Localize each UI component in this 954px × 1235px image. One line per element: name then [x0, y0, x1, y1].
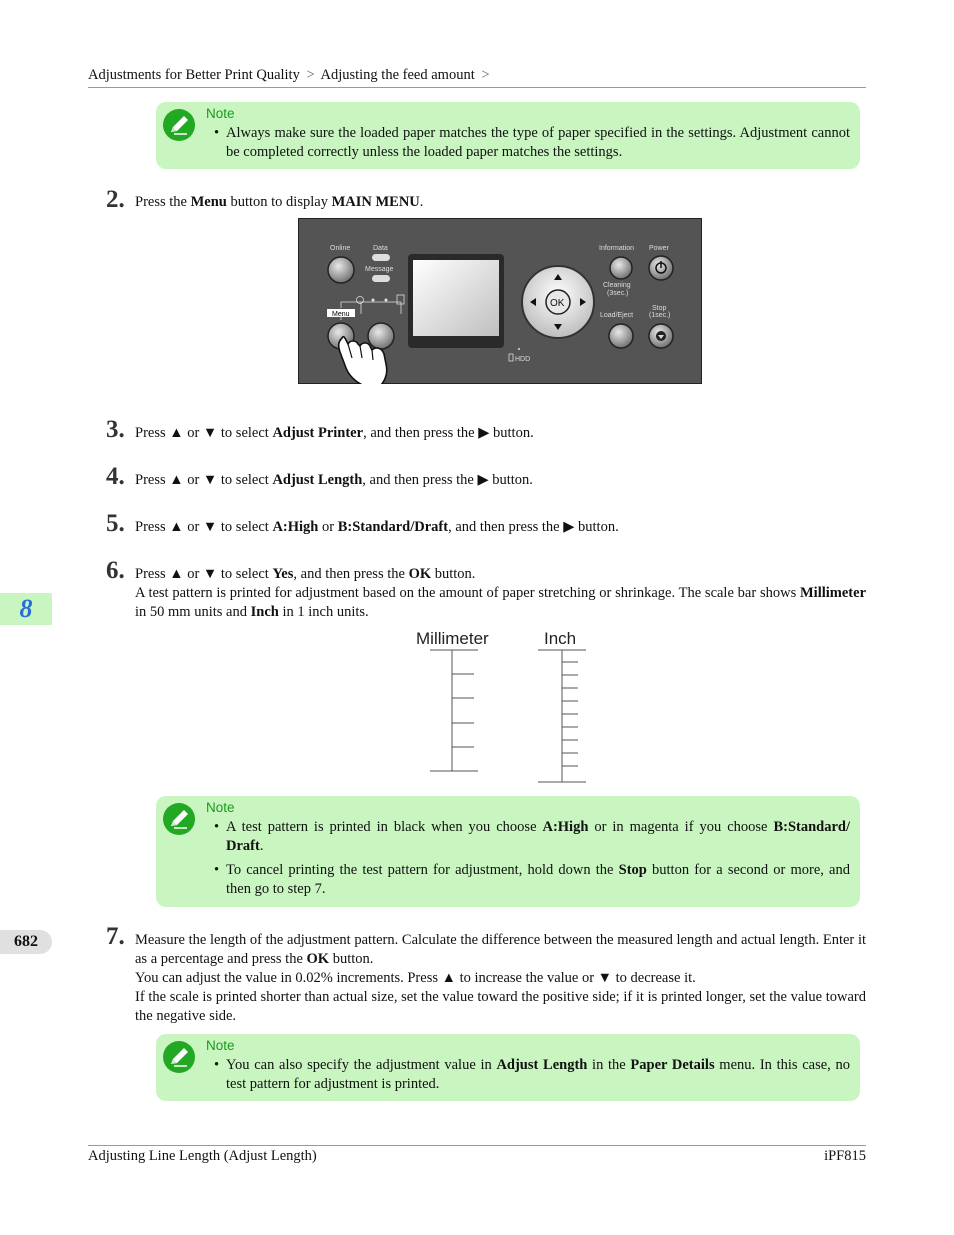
note-box-1: [156, 102, 860, 169]
menu-label: Menu: [332, 311, 350, 318]
stop-label: Stop: [652, 305, 667, 312]
online-label: Online: [330, 245, 351, 252]
information-label: Information: [599, 245, 635, 252]
pencil-note-icon: [162, 108, 196, 142]
millimeter-label: Millimeter: [416, 629, 489, 648]
stop-sub-label: (1sec.): [649, 312, 671, 319]
step-5-text: Press ▲ or ▼ to select A:High or B:Standard/Draft, and then press the ▶ button.: [135, 519, 619, 535]
pencil-note-icon: [162, 1040, 196, 1074]
page-header: [88, 67, 866, 88]
note-box-2: [156, 796, 860, 907]
note-label: Note: [206, 106, 235, 121]
note-label: Note: [206, 1038, 235, 1053]
page-footer: [88, 1145, 866, 1165]
step-number: 4.: [106, 463, 125, 490]
cleaning-sub-label: (3sec.): [607, 290, 629, 297]
breadcrumb-1: Adjustments for Better Print Quality: [88, 67, 300, 83]
note-box-3: [156, 1034, 860, 1101]
step-7-text: Measure the length of the adjustment pattern. Calculate the difference between the measured length and actual length. Enter it as a percentage and press the OK button. You can adjust the value in 0.02% increments. Press ▲ to increase the value or ▼ to decrease it. If the scale is printed shorter than actual size, set the value toward the positive side; if it is printed longer, set the value toward the negative side.: [135, 932, 866, 1024]
online-button: [328, 257, 354, 283]
step-6-text: Press ▲ or ▼ to select Yes, and then press the OK button. A test pattern is printed for adjustment based on the amount of paper stretching or shrinkage. The scale bar shows Millimeter in 50 mm units and Inch in 1 inch units.: [135, 566, 866, 620]
step-number: 3.: [106, 416, 125, 443]
scale-bar-illustration: [410, 626, 600, 786]
step-4-text: Press ▲ or ▼ to select Adjust Length, and then press the ▶ button.: [135, 472, 533, 488]
cleaning-label: Cleaning: [603, 282, 631, 289]
footer-model: iPF815: [824, 1148, 866, 1164]
page-number: 682: [0, 930, 52, 954]
right-arrow-icon: ▶: [478, 425, 490, 441]
step-number: 5.: [106, 510, 125, 537]
pencil-note-icon: [162, 802, 196, 836]
note-item: • A test pattern is printed in black when you choose A:High or in magenta if you choose B:Standard/ Draft.: [214, 818, 850, 856]
breadcrumb-2: Adjusting the feed amount: [320, 67, 475, 83]
information-button: [610, 257, 632, 279]
data-label: Data: [373, 245, 388, 252]
load-eject-button: [609, 324, 633, 348]
step-2-text: Press the Menu button to display MAIN MENU.: [135, 194, 424, 210]
ok-label: OK: [550, 298, 565, 309]
load-eject-label: Load/Eject: [600, 312, 634, 319]
note-item: • You can also specify the adjustment value in Adjust Length in the Paper Details menu. In this case, no test pattern for adjustment is printed.: [214, 1056, 850, 1094]
right-arrow-icon: ▶: [563, 519, 575, 535]
breadcrumb-sep: >: [306, 67, 315, 83]
footer-title: Adjusting Line Length (Adjust Length): [88, 1148, 317, 1164]
step-number: 7.: [106, 923, 125, 950]
power-label: Power: [649, 245, 669, 252]
control-panel-illustration: [298, 218, 702, 384]
note-item: • To cancel printing the test pattern for adjustment, hold down the Stop button for a second or more, and then go to step 7.: [214, 861, 850, 899]
note-label: Note: [206, 800, 235, 815]
message-label: Message: [365, 266, 394, 273]
step-3-text: Press ▲ or ▼ to select Adjust Printer, and then press the ▶ button.: [135, 425, 534, 441]
hdd-label: HDD: [515, 356, 531, 363]
right-arrow-icon: ▶: [477, 472, 489, 488]
chapter-tab[interactable]: 8: [0, 593, 52, 625]
inch-label: Inch: [544, 629, 577, 648]
breadcrumb-sep-2: >: [481, 67, 490, 83]
step-number: 6.: [106, 557, 125, 584]
step-number: 2.: [106, 186, 125, 213]
back-button: [368, 323, 394, 349]
note-item: • Always make sure the loaded paper matches the type of paper specified in the settings. Adjustment cannot be completed correctly unless the loaded paper matches the settings.: [214, 124, 850, 162]
